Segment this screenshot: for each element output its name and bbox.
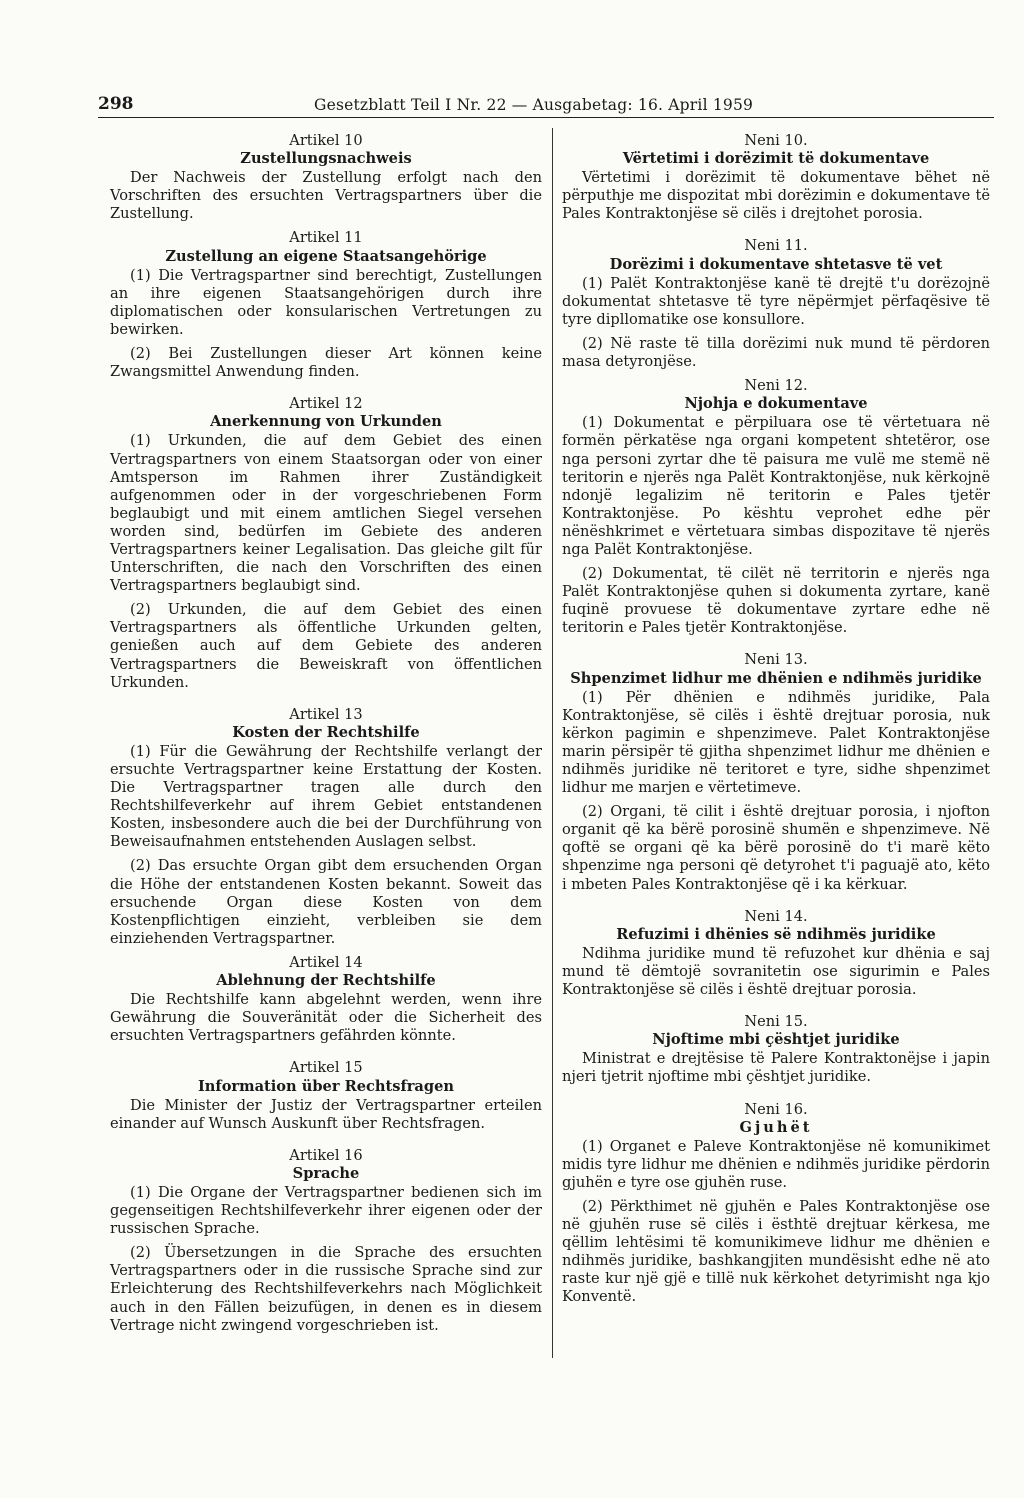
paragraph: (1) Palët Kontraktonjëse kanë të drejtë t'u dorëzojnë dokumentat shtetasve të tyre nëpërmjet përfaqësive të tyre dipllomatike ose konsullore. (562, 274, 990, 328)
paragraph: (2) Në raste të tilla dorëzimi nuk mund të përdoren masa detyronjëse. (562, 334, 990, 371)
paragraph: (2) Das ersuchte Organ gibt dem ersuchenden Organ die Höhe der entstandenen Kosten bekannt. Soweit das ersuchende Organ diese Kosten von dem Kostenpflichtigen einzieht, verbleiben sie dem einziehenden Vertragspartner. (110, 857, 542, 947)
article-title: Kosten der Rechtshilfe (232, 723, 420, 741)
article-title: Njoftime mbi çështjet juridike (652, 1031, 900, 1049)
paragraph: (2) Übersetzungen in die Sprache des ersuchten Vertragspartners oder in die russische Sprache sind zur Erleichterung des Rechtshilfeverkehrs nach Möglichkeit auch in den Fällen beizufügen, in denen es in diesem Vertrage nicht zwingend vorgeschrieben ist. (110, 1244, 542, 1334)
column-divider (552, 128, 553, 1358)
paragraph: (2) Urkunden, die auf dem Gebiet des einen Vertragspartners als öffentliche Urkunden gelten, genießen auch auf dem Gebiete des anderen Vertragspartners die Beweiskraft von öffentlichen Urkunden. (110, 601, 542, 691)
article-title: Zustellungsnachweis (240, 150, 412, 168)
paragraph: (1) Urkunden, die auf dem Gebiet des einen Vertragspartners von einem Staatsorgan oder von einer Amtsperson im Rahmen ihrer Zuständigkeit aufgenommen oder in der vorgeschriebenen Form beglaubigt und mit einem amtlichen Siegel versehen worden sind, bedürfen im Gebiete des anderen Vertragspartners keiner Legalisation. Das gleiche gilt für Unterschriften, die nach den Vorschriften des einen Vertragspartners beglaubigt sind. (110, 432, 542, 595)
page-header (98, 88, 994, 118)
article-number: Artikel 16 (289, 1146, 363, 1164)
article-number: Neni 13. (744, 651, 808, 669)
paragraph: (1) Dokumentat e përpiluara ose të vërtetuara në formën përkatëse nga organi kompetent shtetëror, ose nga personi zyrtar dhe të paisura me vulë me stemë në teritorin e njerës nga Palët Kontraktonjëse, nuk kërkojnë ndonjë legalizim në teritorin e Pales tjetër Kontraktonjëse. Po kështu veprohet edhe për nënëshkrimet e vërtetuara simbas dispozitave të njerës nga Palët Kontraktonjëse. (562, 414, 990, 558)
article-number: Artikel 15 (289, 1059, 363, 1077)
article-title: Dorëzimi i dokumentave shtetasve të vet (609, 255, 943, 273)
paragraph: Vërtetimi i dorëzimit të dokumentave bëhet në përputhje me dispozitat mbi dorëzimin e dokumentave të Pales Kontraktonjëse së cilës i drejtohet porosia. (562, 169, 990, 223)
article-number: Artikel 10 (289, 132, 363, 149)
article-number: Neni 16. (744, 1100, 808, 1118)
paragraph: (2) Organi, të cilit i është drejtuar porosia, i njofton organit që ka bërë porosinë shumën e shpenzimeve. Në qoftë se organi që ka bërë porosinë do t'i marë këto shpenzime nga personi që detyrohet t'i paguajë ato, këto i mbeten Pales Kontraktonjëse që i ka kërkuar. (562, 803, 990, 893)
article-number: Neni 14. (744, 907, 808, 925)
article-10 (110, 132, 542, 223)
article-14 (110, 954, 542, 1045)
paragraph: Ndihma juridike mund të refuzohet kur dhënia e saj mund të dëmtojë sovranitetin ose sigurimin e Pales Kontraktonjëse së cilës i është drejtuar porosia. (562, 944, 990, 999)
paragraph: Der Nachweis der Zustellung erfolgt nach den Vorschriften des ersuchten Vertragspartners über die Zustellung. (110, 169, 542, 223)
article-title: Anerkennung von Urkunden (210, 413, 442, 431)
article-title: Njohja e dokumentave (684, 395, 868, 413)
article-title: Sprache (292, 1164, 360, 1182)
article-16 (110, 1147, 542, 1335)
article-number: Neni 12. (744, 377, 808, 395)
gazette-title: Gesetzblatt Teil I Nr. 22 — Ausgabetag: 16. April 1959 (314, 96, 754, 114)
article-15-albanian (562, 1013, 990, 1086)
paragraph: (1) Organet e Paleve Kontraktonjëse në komunikimet midis tyre lidhur me dhënien e ndihmës juridike përdorin gjuhën e tyre ose gjuhën ruse. (562, 1137, 990, 1191)
article-11 (110, 229, 542, 381)
article-13 (110, 706, 542, 948)
article-14-albanian (562, 908, 990, 999)
article-13-albanian (562, 651, 990, 893)
article-title: Zustellung an eigene Staatsangehörige (165, 247, 487, 265)
paragraph: Die Rechtshilfe kann abgelehnt werden, wenn ihre Gewährung die Souveränität oder die Sicherheit des ersuchten Vertragspartners gefährden könnte. (110, 991, 542, 1045)
article-16-albanian (562, 1101, 990, 1307)
article-number: Artikel 12 (289, 395, 363, 413)
page-number: 298 (98, 94, 134, 114)
article-10-albanian (562, 132, 990, 223)
article-title: Refuzimi i dhënies së ndihmës juridike (616, 925, 936, 943)
paragraph: (2) Dokumentat, të cilët në territorin e njerës nga Palët Kontraktonjëse quhen si dokumenta zyrtare, kanë fuqinë provuese të dokumentave zyrtare edhe në teritorin e Pales tjetër Kontraktonjëse. (562, 565, 990, 637)
paragraph: (1) Për dhënien e ndihmës juridike, Pala Kontraktonjëse, së cilës i është drejtuar porosia, nuk kërkon pagimin e shpenzimeve. Palet Kontraktonjëse marin përsipër të gjitha shpenzimet lidhur me dhënien e ndihmës juridike në teritoret e tyre, sidhe shpenzimet lidhur me marjen e vërtetimeve. (562, 688, 990, 797)
article-12-albanian (562, 377, 990, 637)
article-number: Neni 11. (744, 237, 808, 255)
article-title: Ablehnung der Rechtshilfe (216, 972, 436, 990)
article-number: Artikel 13 (289, 705, 363, 723)
albanian-column (562, 130, 990, 1313)
paragraph: (1) Die Organe der Vertragspartner bedienen sich im gegenseitigen Rechtshilfeverkehr ihrer eigenen oder der russischen Sprache. (110, 1183, 542, 1238)
article-number: Artikel 11 (289, 229, 363, 247)
paragraph: Ministrat e drejtësise të Palere Kontraktonëjse i japin njeri tjetrit njoftime mbi çështjet juridike. (562, 1050, 990, 1086)
article-title: Vërtetimi i dorëzimit të dokumentave (622, 150, 930, 168)
article-11-albanian (562, 237, 990, 371)
article-number: Neni 10. (744, 132, 808, 149)
article-number: Neni 15. (744, 1013, 808, 1031)
paragraph: Die Minister der Justiz der Vertragspartner erteilen einander auf Wunsch Auskunft über Rechtsfragen. (110, 1096, 542, 1132)
paragraph: (1) Für die Gewährung der Rechtshilfe verlangt der ersuchte Vertragspartner keine Erstattung der Kosten. Die Vertragspartner tragen alle durch den Rechtshilfeverkehr auf ihrem Gebiet entstandenen Kosten, insbesondere auch die bei der Durchführung von Beweisaufnahmen entstehenden Auslagen selbst. (110, 742, 542, 851)
german-column (110, 130, 542, 1341)
paragraph: (2) Bei Zustellungen dieser Art können keine Zwangsmittel Anwendung finden. (110, 345, 542, 381)
article-title: Information über Rechtsfragen (197, 1077, 454, 1095)
article-title: Shpenzimet lidhur me dhënien e ndihmës juridike (570, 669, 982, 687)
article-12 (110, 395, 542, 692)
article-title: Gjuhët (739, 1118, 813, 1136)
article-number: Artikel 14 (289, 953, 363, 971)
paragraph: (2) Përkthimet në gjuhën e Pales Kontraktonjëse ose në gjuhën ruse së cilës i ësthtë drejtuar kërkesa, me qëllim lehtësimi të komunikimeve lidhur me dhënien e ndihmës juridike, bashkangjiten mundësisht edhe në ato raste kur një gjë e tillë nuk kërkohet detyrimisht nga kjo Konventë. (562, 1197, 990, 1306)
article-15 (110, 1059, 542, 1132)
paragraph: (1) Die Vertragspartner sind berechtigt, Zustellungen an ihre eigenen Staatsangehörigen durch ihre diplomatischen oder konsularischen Vertretungen zu bewirken. (110, 266, 542, 338)
